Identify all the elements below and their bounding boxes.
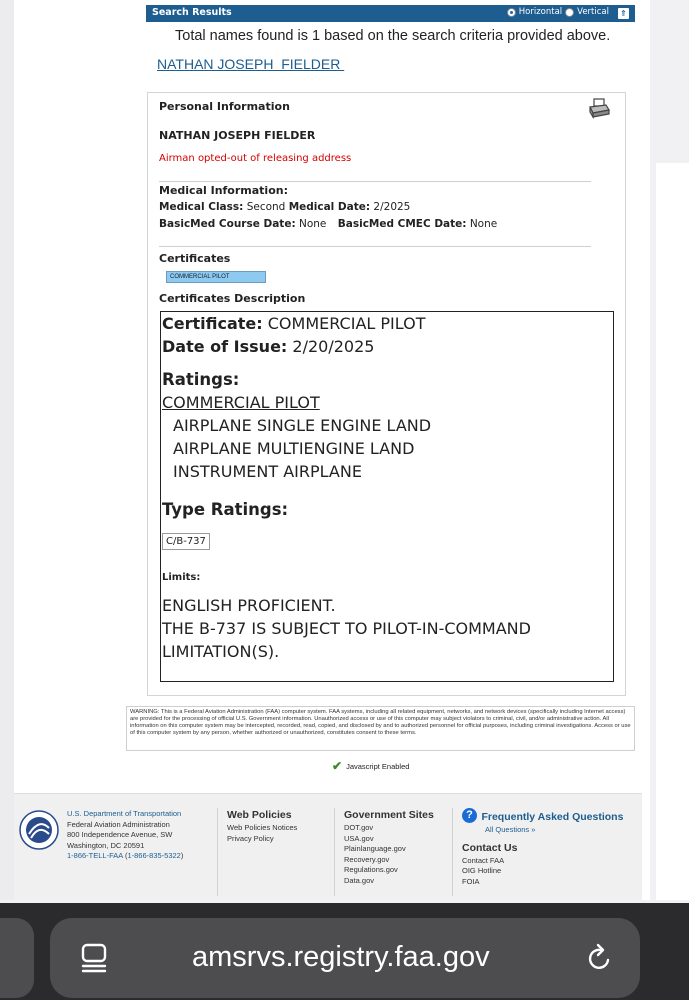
gov-site-link[interactable]: Regulations.gov (344, 865, 398, 874)
footer-divider (334, 808, 335, 896)
certificate-label: Certificate: (162, 314, 263, 333)
basicmed-course-label: BasicMed Course Date: (159, 218, 296, 230)
search-results-title: Search Results (152, 7, 232, 18)
footer-faq-contact (462, 807, 623, 887)
basicmed-row (159, 218, 497, 230)
background-left-strip (0, 0, 14, 900)
footer-divider (217, 808, 218, 896)
footer-web-policies (227, 809, 297, 844)
medical-class-value: Second (246, 201, 286, 213)
faq-row (462, 807, 623, 825)
privacy-policy-link[interactable]: Privacy Policy (227, 833, 274, 843)
results-summary: Total names found is 1 based on the search criteria provided above. (175, 28, 611, 44)
phone-line: 1-866-TELL-FAA (1-866-835-5322) (67, 851, 184, 860)
type-ratings-heading: Type Ratings: (162, 500, 289, 519)
certificate-description-box (160, 311, 614, 682)
basicmed-cmec-label: BasicMed CMEC Date: (337, 218, 467, 230)
address-line: 800 Independence Avenue, SW (67, 830, 173, 839)
orientation-toggle (507, 7, 609, 17)
dot-link[interactable]: U.S. Department of Transportation (67, 809, 182, 818)
footer-gov-sites (344, 809, 434, 886)
gov-site-link[interactable]: Recovery.gov (344, 854, 390, 864)
divider (159, 246, 591, 247)
faq-title-link[interactable]: Frequently Asked Questions (481, 811, 624, 823)
tab-overview-icon[interactable] (80, 943, 108, 973)
vertical-radio[interactable] (565, 8, 574, 17)
question-icon: ? (462, 808, 477, 823)
certificate-value: COMMERCIAL PILOT (267, 314, 426, 333)
vertical-label: Vertical (577, 7, 609, 17)
footer-divider (452, 808, 453, 896)
medical-class-row (159, 201, 410, 213)
divider (159, 181, 591, 182)
type-rating-chip: C/B-737 (162, 533, 210, 550)
phone-link[interactable]: 1-866-TELL-FAA (67, 851, 123, 860)
gov-sites-title: Government Sites (344, 809, 434, 821)
security-warning: WARNING: This is a Federal Aviation Administration (FAA) computer system. FAA systems, including all related equipment, networks, and network devices (specifically including Internet access) are provided for the processing of official U.S. Government information. Unauthorized access or use of this computer may subject violators to criminal, civil, and/or administrative action. All information on this computer system may be intercepted, recorded, read, copied, and disclosed by and to authorized personnel for official purposes, including criminal investigations. Access or use of this computer system by any person, whether authorized or unauthorized, constitutes consent to these terms. (126, 706, 635, 751)
gov-site-link[interactable]: Plainlanguage.gov (344, 844, 406, 853)
site-footer (14, 793, 642, 900)
previous-tab-preview[interactable] (0, 918, 34, 998)
certificate-line (162, 314, 425, 333)
basicmed-course-value: None (299, 218, 327, 230)
reload-icon[interactable] (586, 943, 614, 973)
limit-line: THE B-737 IS SUBJECT TO PILOT-IN-COMMAND (162, 619, 531, 638)
phone-link[interactable]: 1-866-835-5322 (127, 851, 181, 860)
search-results-bar (146, 5, 635, 22)
printer-icon[interactable] (588, 98, 610, 120)
web-policies-link[interactable]: Web Policies Notices (227, 823, 298, 832)
horizontal-label: Horizontal (518, 7, 563, 17)
rating-item: INSTRUMENT AIRPLANE (173, 462, 362, 481)
contact-title: Contact Us (462, 841, 518, 854)
limit-line: LIMITATION(S). (162, 642, 280, 661)
gov-site-link[interactable]: DOT.gov (344, 823, 374, 832)
medical-class-label: Medical Class: (159, 201, 244, 213)
certificates-description-heading: Certificates Description (159, 292, 306, 305)
dot-seal-icon (19, 810, 59, 850)
contact-link[interactable]: OIG Hotline (462, 866, 502, 875)
issue-line (162, 337, 374, 356)
web-policies-title: Web Policies (227, 809, 292, 821)
basicmed-cmec-value: None (469, 218, 498, 230)
horizontal-radio[interactable] (507, 8, 516, 17)
ratings-heading: Ratings: (162, 370, 240, 389)
url-text: amsrvs.registry.faa.gov (192, 941, 490, 973)
personal-info-panel (147, 92, 626, 696)
address-notice: Airman opted-out of releasing address (159, 153, 352, 164)
medical-date-label: Medical Date: (288, 201, 371, 213)
limit-line: ENGLISH PROFICIENT. (162, 596, 336, 615)
address-line: Washington, DC 20591 (67, 840, 145, 850)
rating-item: AIRPLANE SINGLE ENGINE LAND (173, 416, 432, 435)
footer-dot-column (67, 809, 183, 862)
rating-item: AIRPLANE MULTIENGINE LAND (173, 439, 415, 458)
certificate-chip[interactable]: COMMERCIAL PILOT (166, 271, 266, 283)
background-right-strip (650, 0, 689, 900)
address-bar[interactable] (50, 918, 640, 998)
browser-toolbar (0, 903, 689, 1000)
airman-name: NATHAN JOSEPH FIELDER (159, 129, 316, 142)
ratings-category: COMMERCIAL PILOT (162, 393, 320, 412)
contact-link[interactable]: Contact FAA (462, 855, 505, 865)
contact-link[interactable]: FOIA (462, 876, 480, 886)
medical-date-value: 2/2025 (373, 201, 411, 213)
limits-heading: Limits: (162, 572, 201, 583)
javascript-status (332, 759, 409, 773)
gov-site-link[interactable]: USA.gov (344, 833, 374, 843)
gov-site-link[interactable]: Data.gov (344, 875, 375, 885)
certificates-heading: Certificates (159, 252, 231, 265)
agency-name: Federal Aviation Administration (67, 819, 170, 829)
airman-name-link[interactable]: NATHAN JOSEPH FIELDER (157, 56, 345, 72)
checkmark-icon: ✔ (332, 759, 343, 773)
personal-info-heading: Personal Information (159, 100, 290, 113)
collapse-icon[interactable]: ⇑ (618, 8, 629, 19)
issue-value: 2/20/2025 (292, 337, 375, 356)
javascript-status-text: Javascript Enabled (346, 761, 410, 771)
medical-heading: Medical Information: (159, 184, 288, 197)
all-questions-link[interactable]: All Questions » (485, 825, 536, 834)
issue-label: Date of Issue: (162, 337, 288, 356)
